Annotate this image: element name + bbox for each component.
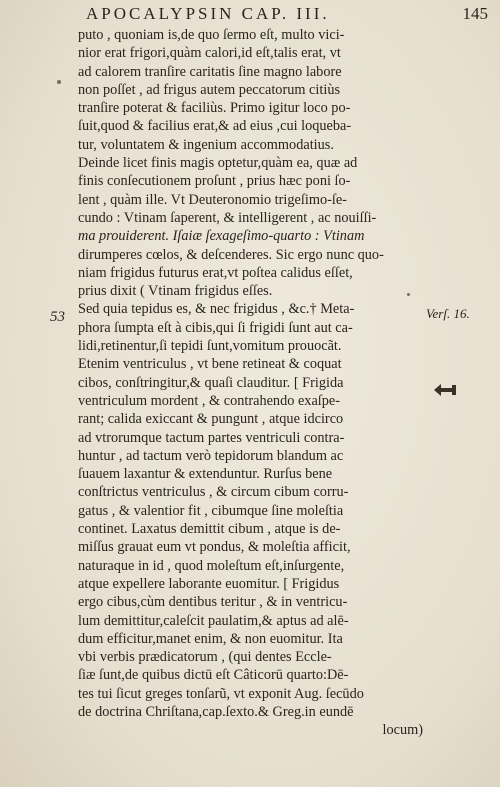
text-line: tes tui ſicut greges tonſarũ, vt exponit Aug. ſecūdo <box>78 685 364 702</box>
text-line: ad calorem tranſire caritatis ſine magno labore <box>78 63 342 80</box>
text-line: de doctrina Chriſtana,cap.ſexto.& Greg.in eundē <box>78 703 354 720</box>
text-line: cundo : Vtinam ſaperent, & intelligerent , ac nouiſſi- <box>78 209 377 226</box>
text-line: rant; calida exiccant & pungunt , atque idcirco <box>78 411 344 428</box>
text-line: miſſus grauat eum vt pondus, & moleſtia afficit, <box>78 539 351 556</box>
text-line: nior erat frigori,quàm calori,id eſt,talis erat, vt <box>78 45 341 62</box>
body-text <box>78 26 423 740</box>
text-line: naturaque in id , quod moleſtum eſt,inſurgente, <box>78 557 345 574</box>
text-line: ma prouiderent. Iſaiæ ſexageſimo-quarto : Vtinam <box>78 228 365 245</box>
text-line: lent , quàm ille. Vt Deuteronomio trigeſimo-ſe- <box>78 191 347 208</box>
text-line: lum demittitur,caleſcit paulatim,& aptus ad alē- <box>78 612 349 629</box>
text-line: cibos, conſtringitur,& quaſi clauditur. [ Frigida <box>78 374 344 391</box>
text-line: ſuauem laxantur & extenduntur. Rurſus bene <box>78 466 333 483</box>
text-line: niam frigidus futurus erat,vt poſtea calidus eſſet, <box>78 264 353 281</box>
text-line: huntur , ad tactum verò tepidorum blandum ac <box>78 447 344 464</box>
text-line: atque expellere laborante euomitur. [ Frigidus <box>78 575 340 592</box>
page-number: 145 <box>462 4 488 23</box>
text-line: Deinde licet finis magis optetur,quàm ea, quæ ad <box>78 155 358 172</box>
text-line: conſtrictus ventriculus , & circum cibum corru- <box>78 484 349 501</box>
text-line: lidi,retinentur,ſi tepidi ſunt,vomitum prouocãt. <box>78 338 342 355</box>
text-line: locum) <box>382 722 423 739</box>
text-line: continet. Laxatus demittit cibum , atque is de- <box>78 521 341 538</box>
text-line: dirumperes cœlos, & deſcenderes. Sic ergo nunc quo- <box>78 246 384 263</box>
margin-verse-number: 53 <box>50 309 65 325</box>
text-line: ſiæ ſunt,de quibus dictū eſt Câticorū quarto:Dē- <box>78 667 349 684</box>
running-header <box>78 4 488 26</box>
text-line: ad vtrorumque tactum partes ventriculi contra- <box>78 429 345 446</box>
text-line: Etenim ventriculus , vt bene retineat & coquat <box>78 356 342 373</box>
marginal-pointer-icon <box>432 380 458 400</box>
text-line: tranſire poterat & faciliùs. Primo igitur loco po- <box>78 100 351 117</box>
text-line: ventriculum mordent , & contrahendo exaſpe- <box>78 392 341 409</box>
text-line: phora ſumpta eſt à cibis,qui ſi frigidi ſunt aut ca- <box>78 319 353 336</box>
text-line: puto , quoniam is,de quo ſermo eſt, multo vici- <box>78 27 345 43</box>
text-line: prius dixit ( Vtinam frigidus eſſes. <box>78 283 273 300</box>
ink-spot <box>57 80 61 84</box>
margin-verse-reference: Verſ. 16. <box>426 306 470 321</box>
text-line: Sed quia tepidus es, & nec frigidus , &c.† Meta- <box>78 301 355 318</box>
text-line: vbi verbis prædicatorum , (qui dentes Eccle- <box>78 649 332 666</box>
text-line: finis conſecutionem proſunt , prius hæc poni ſo- <box>78 173 351 190</box>
text-line: ſuit,quod & facilius erat,& ad eius ,cui loqueba- <box>78 118 352 135</box>
text-line: dum efficitur,manet enim, & non euomitur. Ita <box>78 630 343 647</box>
header-title: APOCALYPSIN CAP. III. <box>86 4 330 23</box>
text-line: ergo cibus,cùm dentibus teritur , & in ventricu- <box>78 594 348 611</box>
text-line: gatus , & valentior fit , cibumque ſine moleſtia <box>78 502 344 519</box>
text-line: tur, voluntatem & ingenium accommodatius. <box>78 136 334 153</box>
text-line: non poſſet , ad frigus autem peccatorum citiùs <box>78 81 341 98</box>
